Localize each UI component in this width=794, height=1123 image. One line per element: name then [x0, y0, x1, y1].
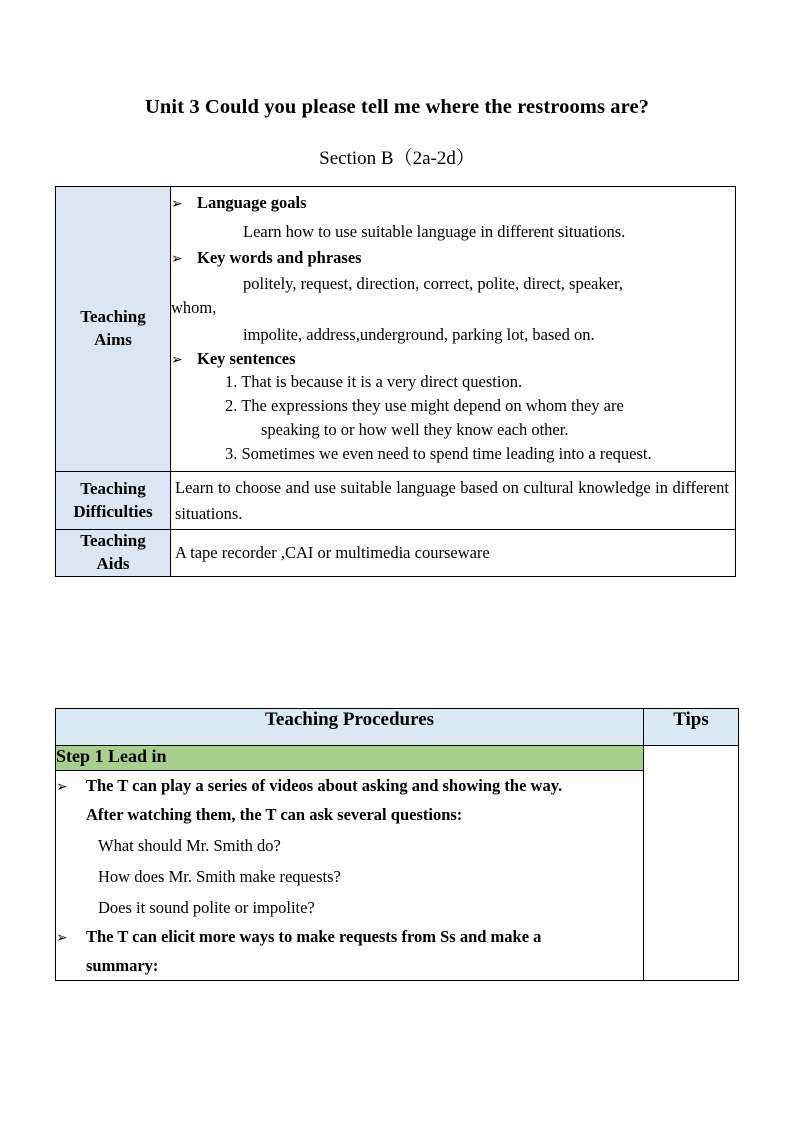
bullet-arrow-icon: ➢ [171, 197, 183, 212]
column-header-tips: Tips [644, 709, 739, 746]
procedure-bullet-2-continued: summary: [86, 956, 159, 975]
aims-content-block [171, 187, 735, 471]
row-content-teaching-difficulties [171, 472, 736, 530]
table-row-teaching-difficulties [56, 472, 736, 530]
language-goals-line-1: Learn how to use suitable language in different situations. [243, 222, 626, 241]
step-1-body [56, 771, 644, 981]
procedure-question-1: What should Mr. Smith do? [98, 836, 281, 855]
procedure-bullet-1 [56, 771, 643, 799]
key-sentence-1: 1. That is because it is a very direct question. [225, 372, 523, 392]
row-content-teaching-aims [171, 187, 736, 472]
bullet-arrow-icon: ➢ [56, 780, 68, 795]
procedure-question-2: How does Mr. Smith make requests? [98, 867, 341, 886]
teaching-aids-text: A tape recorder ,CAI or multimedia courseware [175, 542, 490, 562]
teaching-procedures-table [55, 708, 739, 981]
section-heading-label: Language goals [197, 193, 307, 212]
procedure-bullet-1-subline: After watching them, the T can ask several questions: [86, 805, 463, 824]
row-label-line1: Teaching [80, 531, 146, 551]
row-label-line1: Teaching [80, 478, 146, 498]
key-words-line-3: impolite, address,underground, parking lot, based on. [243, 324, 595, 344]
section-heading-label: Key sentences [197, 349, 296, 369]
row-label-line2: Aims [94, 330, 132, 350]
column-header-teaching-procedures: Teaching Procedures [56, 709, 644, 746]
row-label-teaching-difficulties [56, 472, 171, 530]
section-heading-key-sentences [171, 347, 735, 370]
row-content-teaching-aids [171, 530, 736, 577]
page-title: Unit 3 Could you please tell me where the restrooms are? [145, 96, 649, 118]
table-row-step-title [56, 746, 739, 771]
bullet-arrow-icon: ➢ [56, 931, 68, 946]
tips-cell [644, 746, 739, 981]
bullet-arrow-icon: ➢ [171, 353, 183, 369]
row-label-teaching-aids [56, 530, 171, 577]
bullet-arrow-icon: ➢ [171, 252, 183, 268]
procedure-bullet-2-text: The T can elicit more ways to make requests from Ss and make a [86, 927, 542, 946]
procedure-bullet-1-text: The T can play a series of videos about asking and showing the way. [86, 776, 563, 795]
page-subtitle: Section B（2a-2d） [319, 148, 475, 169]
teaching-difficulties-text: Learn to choose and use suitable language based on cultural knowledge in different situations. [175, 478, 729, 523]
procedure-bullet-2 [56, 922, 643, 950]
key-sentence-3: 3. Sometimes we even need to spend time leading into a request. [225, 443, 652, 463]
table-header-row [56, 709, 739, 746]
section-heading-key-words [171, 246, 735, 269]
table-row-teaching-aids [56, 530, 736, 577]
key-sentence-2-continued: speaking to or how well they know each other. [261, 419, 569, 439]
row-label-line2: Difficulties [73, 501, 153, 521]
key-sentence-2: 2. The expressions they use might depend on whom they are [225, 396, 624, 415]
section-heading-language-goals [171, 191, 735, 214]
row-label-line2: Aids [96, 554, 130, 574]
section-heading-label: Key words and phrases [197, 248, 362, 268]
teaching-aims-table [55, 186, 736, 577]
table-row-teaching-aims [56, 187, 736, 472]
key-words-line-2: whom, [171, 297, 217, 317]
table-row-step-body [56, 771, 739, 981]
key-words-line-1: politely, request, direction, correct, polite, direct, speaker, [243, 274, 623, 294]
row-label-line1: Teaching [80, 307, 146, 327]
row-label-teaching-aims [56, 187, 171, 472]
procedure-question-3: Does it sound polite or impolite? [98, 898, 315, 917]
step-1-title: Step 1 Lead in [56, 746, 644, 771]
